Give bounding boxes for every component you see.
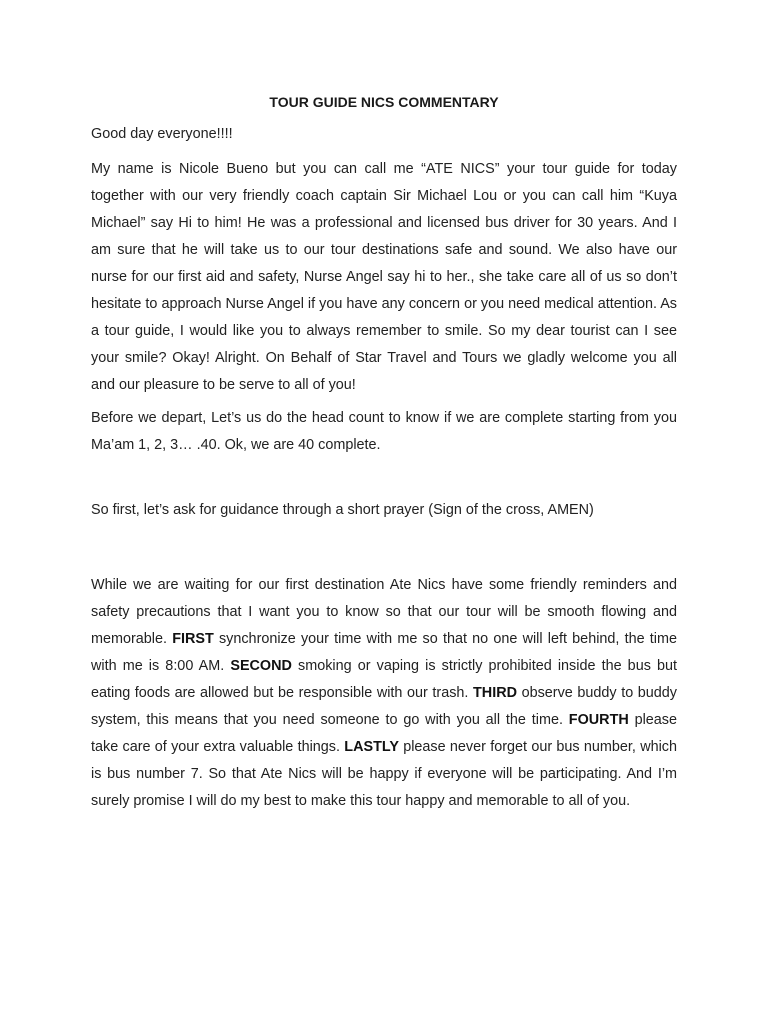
reminder-fourth-label: FOURTH: [568, 712, 629, 728]
reminder-third-text: observe buddy to buddy system, this means that you need someone to go with you all the time.: [91, 685, 678, 728]
introduction-paragraph: My name is Nicole Bueno but you can call me “ATE NICS” your tour guide for today together with our very friendly coach captain Sir Michael Lou or you can call him “Kuya Michael” say Hi to him! He was a professional and licensed bus driver for 30 years. And I am sure that he will take us to our tour destinations safe and sound. We also have our nurse for our first aid and safety, Nurse Angel say hi to her., she take care all of us so don’t hesitate to approach Nurse Angel if you have any concern or you need medical attention. As a tour guide, I would like you to always remember to smile. So my dear tourist can I see your smile? Okay! Alright. On Behalf of Star Travel and Tours we gladly welcome you all and our pleasure to be serve to all of you!: [91, 161, 677, 393]
reminder-second-text: smoking or vaping is strictly prohibited inside the bus but eating foods are allowed but be responsible with our trash.: [91, 658, 678, 701]
reminder-second-label: SECOND: [230, 658, 292, 674]
reminder-third-label: THIRD: [473, 685, 517, 701]
reminders-paragraph: [91, 572, 677, 815]
reminder-first-label: FIRST: [172, 631, 214, 647]
head-count-paragraph: Before we depart, Let’s us do the head count to know if we are complete starting from you Ma’am 1, 2, 3… .40. Ok, we are 40 complete.: [91, 410, 677, 453]
reminder-lastly-label: LASTLY: [344, 739, 399, 755]
greeting-paragraph: Good day everyone!!!!: [91, 126, 233, 142]
reminders-intro: While we are waiting for our first destination Ate Nics have some friendly reminders and safety precautions that I want you to know so that our tour will be smooth flowing and memorable.: [91, 577, 677, 647]
reminder-fourth-text: please take care of your extra valuable things.: [91, 712, 678, 755]
reminder-lastly-text: please never forget our bus number, which is bus number 7. So that Ate Nics will be happy if everyone will be participating. And I’m surely promise I will do my best to make this tour happy and memorable to all of you.: [91, 739, 677, 809]
prayer-paragraph: So first, let’s ask for guidance through a short prayer (Sign of the cross, AMEN): [91, 502, 594, 518]
reminder-first-text: synchronize your time with me so that no one will left behind, the time with me is 8:00 AM.: [91, 631, 677, 674]
document-title: TOUR GUIDE NICS COMMENTARY: [269, 94, 499, 110]
